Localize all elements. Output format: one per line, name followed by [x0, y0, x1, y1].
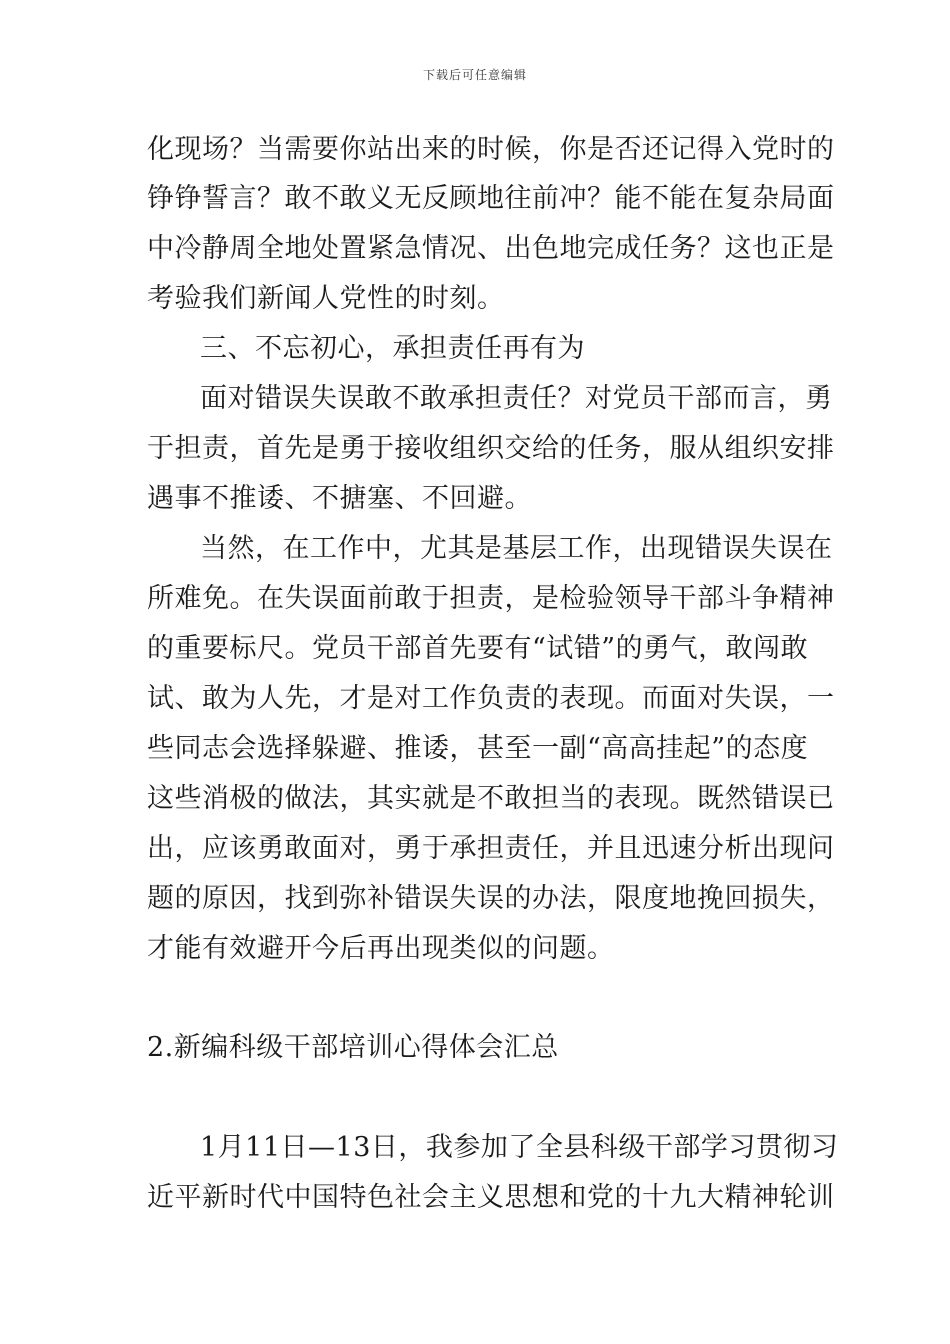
paragraph-line: 考验我们新闻人党性的时刻。 — [147, 283, 505, 314]
paragraph-line: 1月11日—13日，我参加了全县科级干部学习贯彻习 — [200, 1132, 839, 1163]
paragraph-line: 化现场？当需要你站出来的时候，你是否还记得入党时的 — [147, 134, 835, 165]
paragraph-line: 的重要标尺。党员干部首先要有“试错”的勇气，敢闯敢 — [147, 633, 809, 664]
page-header: 下载后可任意编辑 — [422, 68, 527, 82]
paragraph-line: 近平新时代中国特色社会主义思想和党的十九大精神轮训 — [147, 1182, 835, 1213]
paragraph-line: 所难免。在失误面前敢于担责，是检验领导干部斗争精神 — [147, 583, 835, 614]
section-heading: 三、不忘初心，承担责任再有为 — [200, 333, 585, 364]
paragraph-line: 当然，在工作中，尤其是基层工作，出现错误失误在 — [200, 533, 833, 564]
paragraph-line: 这些消极的做法，其实就是不敢担当的表现。既然错误已 — [147, 783, 835, 814]
paragraph-line: 些同志会选择躲避、推诿，甚至一副“高高挂起”的态度 — [147, 733, 809, 764]
paragraph-line: 试、敢为人先，才是对工作负责的表现。而面对失误，一 — [147, 683, 835, 714]
paragraph-line: 铮铮誓言？敢不敢义无反顾地往前冲？能不能在复杂局面 — [147, 183, 835, 214]
paragraph-line: 才能有效避开今后再出现类似的问题。 — [147, 933, 615, 964]
paragraph-line: 出，应该勇敢面对，勇于承担责任，并且迅速分析出现问 — [147, 833, 835, 864]
paragraph-line: 题的原因，找到弥补错误失误的办法，限度地挽回损失， — [147, 883, 835, 914]
paragraph-line: 面对错误失误敢不敢承担责任？对党员干部而言，勇 — [200, 383, 833, 414]
paragraph-line: 遇事不推诿、不搪塞、不回避。 — [147, 483, 532, 514]
document-title: 2.新编科级干部培训心得体会汇总 — [147, 1032, 559, 1063]
paragraph-line: 中冷静周全地处置紧急情况、出色地完成任务？这也正是 — [147, 233, 835, 264]
paragraph-line: 于担责，首先是勇于接收组织交给的任务，服从组织安排 — [147, 433, 835, 464]
